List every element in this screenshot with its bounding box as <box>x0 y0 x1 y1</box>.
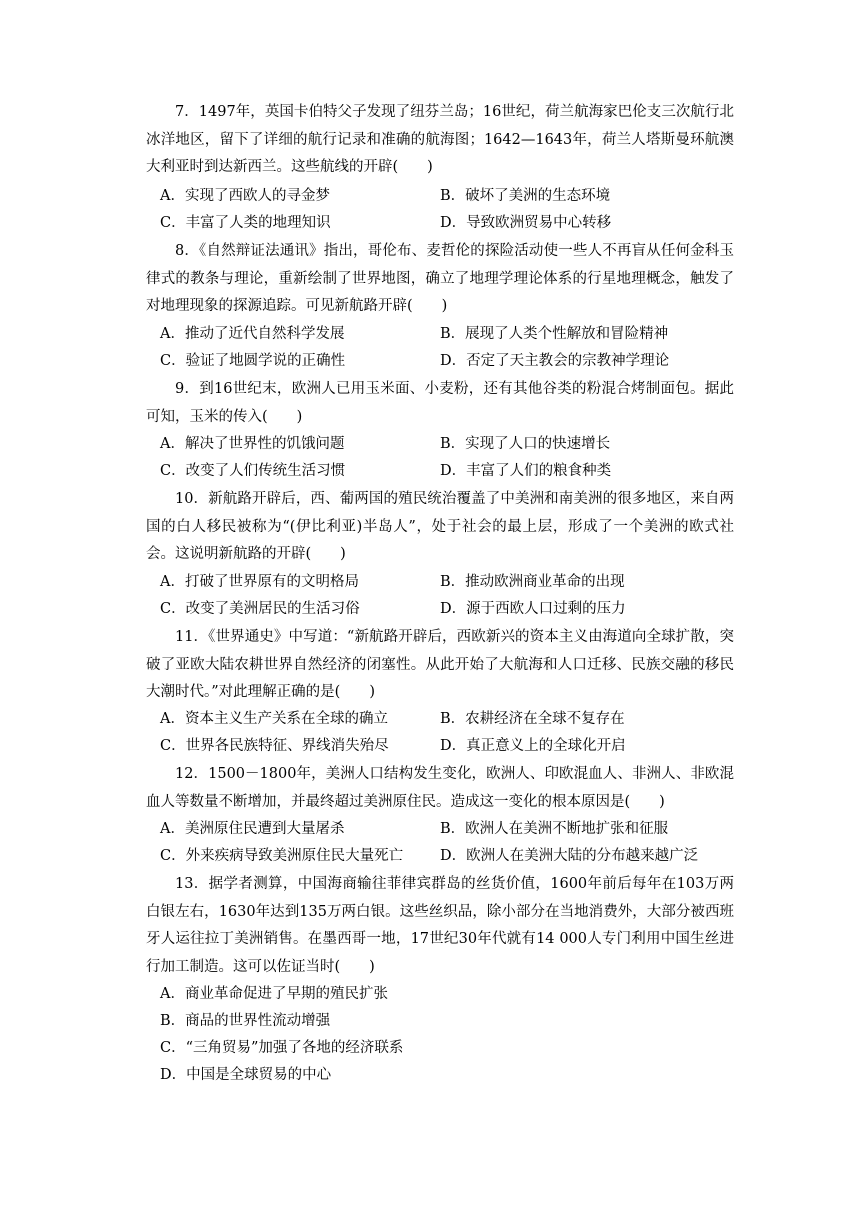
question-12-option-c[interactable]: C．外来疾病导致美洲原住民大量死亡 <box>160 848 404 864</box>
question-11-stem: 11．《世界通史》中写道：“新航路开辟后，西欧新兴的资本主义由海道向全球扩散，突破了亚欧大陆农耕世界自然经济的闭塞性。从此开始了大航海和人口迁移、民族交融的移民大潮时代。”对此理解正确的是( ) <box>146 629 734 701</box>
question-9-option-c[interactable]: C．改变了人们传统生活习惯 <box>160 463 346 479</box>
question-8-options-row-2 <box>160 348 740 375</box>
question-11-option-d[interactable]: D．真正意义上的全球化开启 <box>440 738 626 754</box>
question-10-options-row-1 <box>160 569 740 596</box>
question-13-option-d[interactable]: D．中国是全球贸易的中心 <box>160 1067 332 1083</box>
question-7-options-row-2 <box>160 210 740 237</box>
question-9-option-a[interactable]: A．解决了世界性的饥饿问题 <box>160 436 345 452</box>
question-12-option-b[interactable]: B．欧洲人在美洲不断地扩张和征服 <box>440 821 669 837</box>
question-10-stem: 10．新航路开辟后，西、葡两国的殖民统治覆盖了中美洲和南美洲的很多地区，来自两国的白人移民被称为“(伊比利亚)半岛人”，处于社会的最上层，形成了一个美洲的欧式社会。这说明新航路的开辟( ) <box>146 491 734 563</box>
question-10-option-a[interactable]: A．打破了世界原有的文明格局 <box>160 574 359 590</box>
question-11-options-row-1 <box>160 706 740 733</box>
question-13-option-b[interactable]: B．商品的世界性流动增强 <box>160 1013 331 1029</box>
question-12-option-d[interactable]: D．欧洲人在美洲大陆的分布越来越广泛 <box>440 848 699 864</box>
question-8-option-d[interactable]: D．否定了天主教会的宗教神学理论 <box>440 353 670 369</box>
question-8-stem: 8．《自然辩证法通讯》指出，哥伦布、麦哲伦的探险活动使一些人不再盲从任何金科玉律式的教条与理论，重新绘制了世界地图，确立了地理学理论体系的行星地理概念，触发了对地理现象的探源追踪。可见新航路开辟( ) <box>146 243 734 315</box>
question-7-option-c[interactable]: C．丰富了人类的地理知识 <box>160 215 331 231</box>
question-7-stem: 7．1497年，英国卡伯特父子发现了纽芬兰岛；16世纪，荷兰航海家巴伦支三次航行北冰洋地区，留下了详细的航行记录和准确的航海图；1642—1643年，荷兰人塔斯曼环航澳大利亚时到达新西兰。这些航线的开辟( ) <box>146 104 734 176</box>
question-8-option-b[interactable]: B．展现了人类个性解放和冒险精神 <box>440 326 669 342</box>
question-7-option-b[interactable]: B．破坏了美洲的生态环境 <box>440 188 611 204</box>
question-9-option-d[interactable]: D．丰富了人们的粮食种类 <box>440 463 612 479</box>
question-11-option-c[interactable]: C．世界各民族特征、界线消失殆尽 <box>160 738 389 754</box>
question-9-stem: 9．到16世纪末，欧洲人已用玉米面、小麦粉，还有其他谷类的粉混合烤制面包。据此可知，玉米的传入( ) <box>146 381 734 425</box>
question-10-options-row-2 <box>160 596 740 623</box>
question-7-options-row-1 <box>160 183 740 210</box>
question-9-options-row-2 <box>160 458 740 485</box>
question-8-option-c[interactable]: C．验证了地圆学说的正确性 <box>160 353 346 369</box>
question-8-option-a[interactable]: A．推动了近代自然科学发展 <box>160 326 345 342</box>
question-11-option-a[interactable]: A．资本主义生产关系在全球的确立 <box>160 711 388 727</box>
question-8-options-row-1 <box>160 321 740 348</box>
question-12-options-row-1 <box>160 816 740 843</box>
question-10-option-c[interactable]: C．改变了美洲居民的生活习俗 <box>160 601 360 617</box>
question-13-stem: 13．据学者测算，中国海商输往菲律宾群岛的丝货价值，1600年前后每年在103万两白银左右，1630年达到135万两白银。这些丝织品，除小部分在当地消费外，大部分被西班牙人运往拉丁美洲销售。在墨西哥一地，17世纪30年代就有14 000人专门利用中国生丝进行加工制造。这可以佐证当时( ) <box>146 876 734 975</box>
question-7-option-d[interactable]: D．导致欧洲贸易中心转移 <box>440 215 612 231</box>
question-10-option-b[interactable]: B．推动欧洲商业革命的出现 <box>440 574 625 590</box>
question-10-option-d[interactable]: D．源于西欧人口过剩的压力 <box>440 601 626 617</box>
question-11-option-b[interactable]: B．农耕经济在全球不复存在 <box>440 711 625 727</box>
question-9-options-row-1 <box>160 431 740 458</box>
question-13-option-a[interactable]: A．商业革命促进了早期的殖民扩张 <box>160 986 388 1002</box>
question-12-options-row-2 <box>160 843 740 870</box>
question-11-options-row-2 <box>160 733 740 760</box>
question-12-stem: 12．1500－1800年，美洲人口结构发生变化，欧洲人、印欧混血人、非洲人、非欧混血人等数量不断增加，并最终超过美洲原住民。造成这一变化的根本原因是( ) <box>146 766 734 810</box>
question-12-option-a[interactable]: A．美洲原住民遭到大量屠杀 <box>160 821 345 837</box>
question-7-option-a[interactable]: A．实现了西欧人的寻金梦 <box>160 188 330 204</box>
question-13-option-c[interactable]: C．“三角贸易”加强了各地的经济联系 <box>160 1040 404 1056</box>
question-9-option-b[interactable]: B．实现了人口的快速增长 <box>440 436 611 452</box>
